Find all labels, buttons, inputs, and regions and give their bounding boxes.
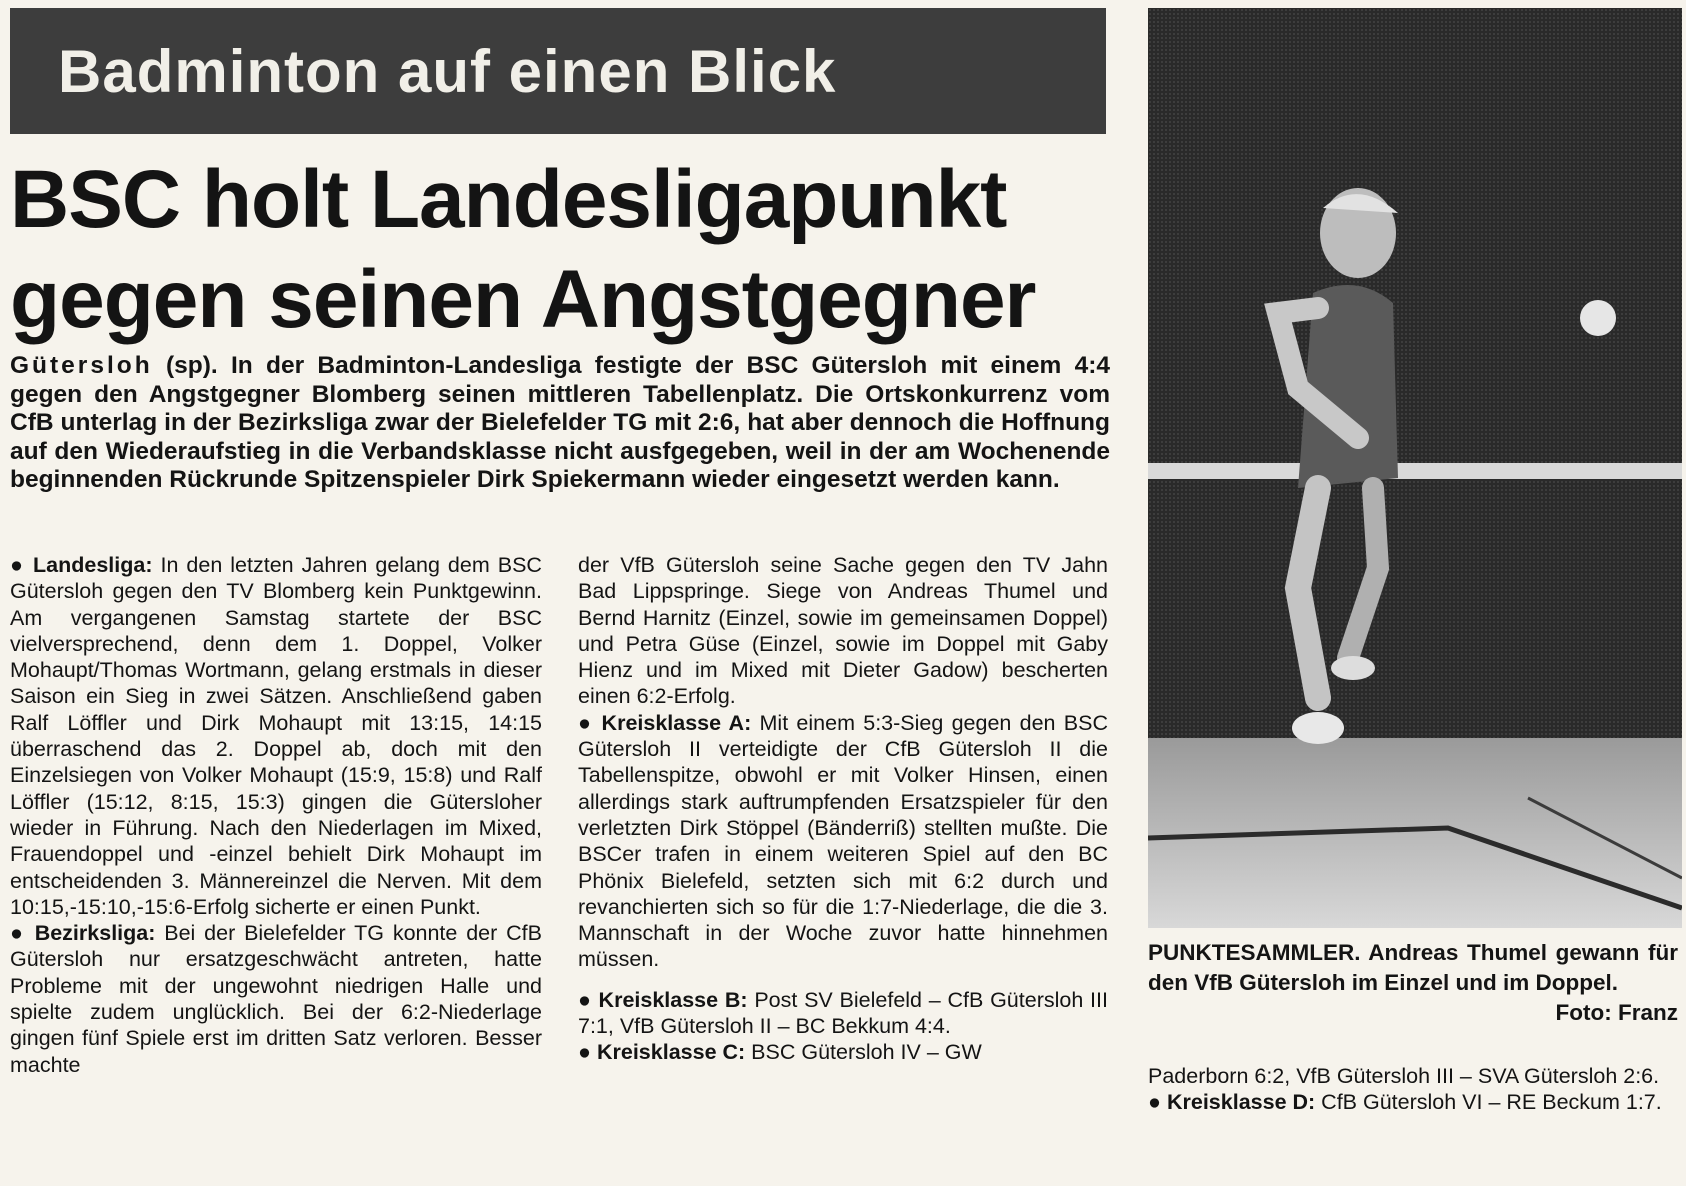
article-column-1 [10,552,542,1078]
bullet-icon: ● [578,1040,591,1065]
caption-text: PUNKTESAMMLER. Andreas Thumel gewann für den VfB Gütersloh im Einzel und im Doppel. [1148,940,1678,995]
photo-credit: Foto: Franz [1555,1000,1678,1025]
paragraph-text: Mit einem 5:3-Sieg gegen den BSC Gütersloh II verteidigte der CfB Gütersloh II die Tabellenspitze, obwohl er mit Volker Hinsen, einen allerdings stark auftrumpfenden Ersatzspieler für den verletzten Dirk Stöppel (Bänderriß) stellten mußte. Die BSCer trafen in einem weiteren Spiel auf den BC Phönix Bielefeld, setzten sich mit 6:2 durch und revanchierten sich so für die 1:7-Niederlage, die die 3. Mannschaft in der Woche zuvor hatte hinnehmen müssen. [578,710,1108,972]
paragraph-kreisklasse-b [578,987,1108,1040]
bullet-icon: ● [578,987,592,1012]
headline-line-2: gegen seinen Angstgegner [10,254,1036,345]
paragraph-text: CfB Gütersloh VI – RE Beckum 1:7. [1321,1090,1662,1115]
kicker-banner [10,8,1106,134]
paragraph-kreisklasse-d [1148,1089,1678,1115]
headline [10,150,1110,350]
paragraph-kreisklasse-a [578,710,1108,973]
photo-caption [1148,938,1678,1028]
section-label: Kreisklasse A: [601,710,752,735]
section-label: Kreisklasse C: [596,1040,746,1065]
section-label: Landesliga: [33,553,153,577]
kicker-text: Badminton auf einen Blick [58,37,837,105]
paragraph-continued-c [1148,1063,1678,1089]
paragraph-landesliga [10,552,542,920]
lead-text: (sp). In der Badminton-Landesliga festigte der BSC Gütersloh mit einem 4:4 gegen den Angstgegner Blomberg seinen mittleren Tabellenplatz. Die Ortskonkurrenz vom CfB unterlag in der Bezirksliga zwar der Bielefelder TG mit 2:6, hat aber dennoch die Hoffnung auf den Wiederaufstieg in die Verbandsklasse nicht ausfgegeben, weil in der am Wochenende beginnenden Rückrunde Spitzenspieler Dirk Spiekermann wieder eingesetzt werden kann. [10,352,1111,493]
badminton-player-photo [1148,8,1682,928]
dateline: Gütersloh [10,352,153,379]
article-column-2 [578,552,1108,1066]
paragraph-bezirksliga [10,920,542,1078]
paragraph-continued [578,552,1108,710]
paragraph-text: der VfB Gütersloh seine Sache gegen den TV Jahn Bad Lippspringe. Siege von Andreas Thumel und Bernd Harnitz (Einzel, sowie im gemeinsamen Doppel) und Petra Güse (Einzel, sowie im Doppel mit Gaby Hienz und im Mixed mit Dieter Gadow) bescherten einen 6:2-Erfolg. [578,553,1108,709]
bullet-icon: ● [10,921,26,946]
paragraph-text: Paderborn 6:2, VfB Gütersloh III – SVA Gütersloh 2:6. [1148,1064,1660,1088]
bullet-icon: ● [1148,1090,1161,1115]
photo-illustration [1148,8,1682,928]
lead-paragraph [10,352,1110,495]
article-column-3 [1148,1063,1678,1116]
paragraph-kreisklasse-c [578,1039,1108,1065]
bullet-icon: ● [578,710,594,735]
bullet-icon: ● [10,553,26,577]
section-label: Kreisklasse B: [598,987,748,1012]
paragraph-text: BSC Gütersloh IV – GW [751,1040,982,1065]
paragraph-text: Post SV Bielefeld – CfB Gütersloh III 7:1, VfB Gütersloh II – BC Bekkum 4:4. [578,987,1108,1039]
paragraph-text: In den letzten Jahren gelang dem BSC Gütersloh gegen den TV Blomberg kein Punktgewinn. Am vergangenen Samstag startete der BSC vielversprechend, denn dem 1. Doppel, Volker Mohaupt/Thomas Wortmann, gelang erstmals in dieser Saison ein Sieg in zwei Sätzen. Anschließend gaben Ralf Löffler und Dirk Mohaupt mit 13:15, 14:15 überraschend das 2. Doppel ab, doch mit den Einzelsiegen von Volker Mohaupt (15:9, 15:8) und Ralf Löffler (15:12, 8:15, 15:3) gingen die Gütersloher wieder in Führung. Nach den Niederlagen im Mixed, Frauendoppel und -einzel behielt Dirk Mohaupt im entscheidenden 3. Männereinzel die Nerven. Mit dem 10:15,-15:10,-15:6-Erfolg sicherte er einen Punkt. [10,553,542,919]
paragraph-text: Bei der Bielefelder TG konnte der CfB Gütersloh nur ersatzgeschwächt antreten, hatte Probleme mit der ungewohnt niedrigen Halle und spielte zudem unglücklich. Bei der 6:2-Niederlage gingen fünf Spiele erst im dritten Satz verloren. Besser machte [10,921,542,1077]
headline-line-1: BSC holt Landesligapunkt [10,154,1007,245]
section-label: Bezirksliga: [34,921,156,946]
section-label: Kreisklasse D: [1166,1090,1316,1115]
